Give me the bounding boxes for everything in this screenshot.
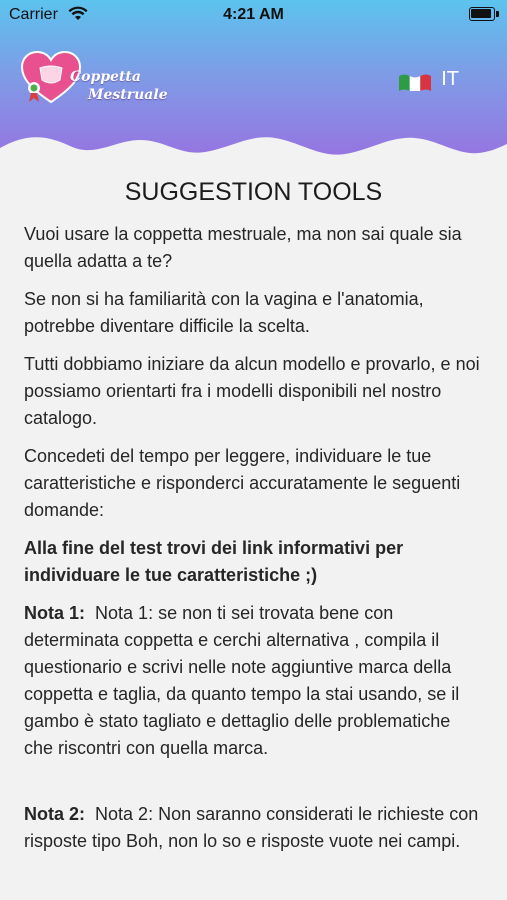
note-2 bbox=[24, 801, 483, 855]
note-2-text: Nota 2: Non saranno considerati le richieste con risposte tipo Boh, non lo so e risposte vuote nei campi. bbox=[24, 804, 479, 851]
app-logo[interactable] bbox=[20, 50, 168, 110]
main-content bbox=[0, 170, 507, 866]
language-selector[interactable]: IT bbox=[441, 68, 459, 90]
battery-icon bbox=[469, 7, 495, 21]
intro-paragraph-4: Concedeti del tempo per leggere, individuare le tue caratteristiche e risponderci accuratamente le seguenti domande: bbox=[24, 446, 461, 520]
logo-line-2: Mestruale bbox=[88, 87, 168, 103]
page-title: SUGGESTION TOOLS bbox=[124, 178, 383, 206]
header-wave-divider bbox=[0, 130, 507, 170]
test-info-paragraph: Alla fine del test trovi dei link informativi per individuare le tue caratteristiche ;) bbox=[24, 538, 404, 585]
logo-line-1: Coppetta bbox=[70, 69, 141, 85]
note-1 bbox=[24, 600, 483, 762]
note-2-label: Nota 2: bbox=[24, 804, 86, 824]
status-bar bbox=[0, 0, 507, 30]
intro-paragraph-3: Tutti dobbiamo iniziare da alcun modello e provarlo, e noi possiamo orientarti fra i modelli disponibili nel nostro catalogo. bbox=[24, 354, 480, 428]
logo-text bbox=[70, 68, 168, 104]
intro-paragraph-1: Vuoi usare la coppetta mestruale, ma non sai quale sia quella adatta a te? bbox=[24, 224, 462, 271]
battery-tip bbox=[496, 11, 499, 17]
status-time: 4:21 AM bbox=[223, 6, 284, 23]
intro-paragraph-2: Se non si ha familiarità con la vagina e l'anatomia, potrebbe diventare difficile la scelta. bbox=[24, 289, 424, 336]
carrier-label: Carrier bbox=[9, 6, 58, 23]
italian-flag-icon[interactable] bbox=[399, 73, 431, 91]
note-1-label: Nota 1: bbox=[24, 603, 86, 623]
note-1-text: Nota 1: se non ti sei trovata bene con determinata coppetta e cerchi alternativa , compila il questionario e scrivi nelle note aggiuntive marca della coppetta e taglia, da quanto tempo la stai usando, se il gambo è stato tagliato e dettaglio delle problematiche che riscontri con quella marca. bbox=[24, 603, 460, 758]
app-header bbox=[0, 0, 507, 170]
